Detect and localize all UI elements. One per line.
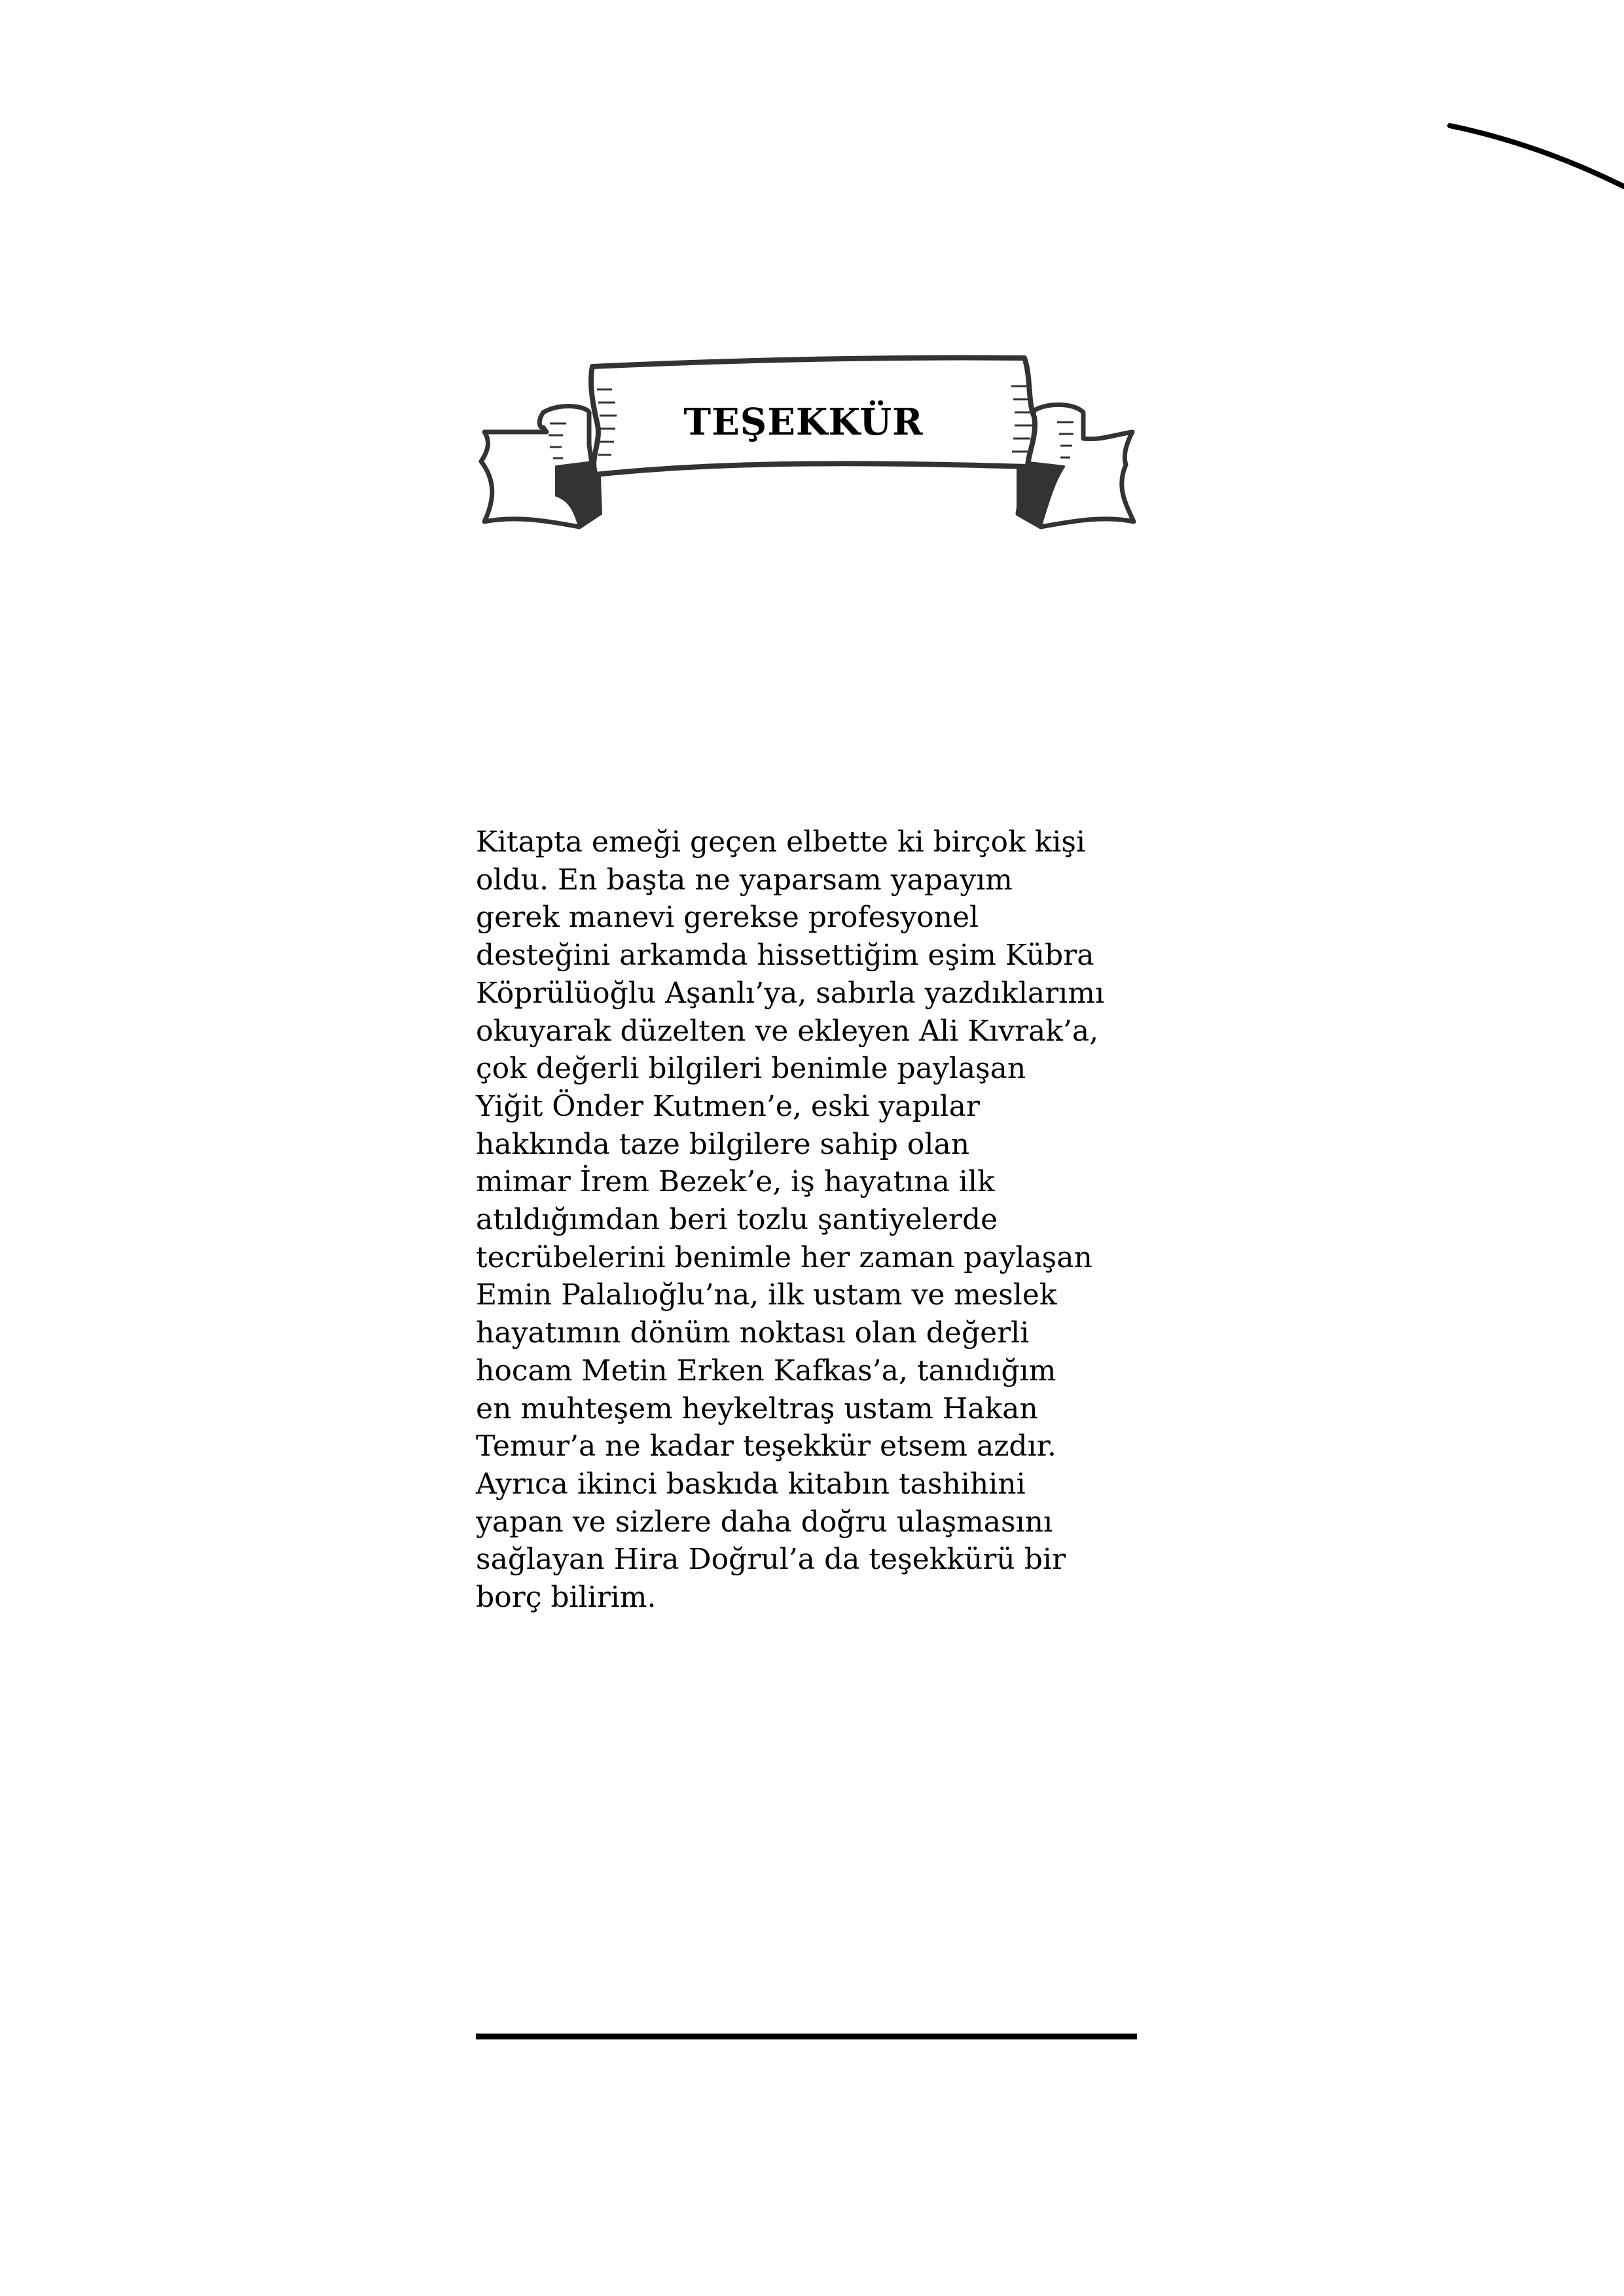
acknowledgement-text: Kitapta emeği geçen elbette ki birçok kişi oldu. En başta ne yaparsam yapayım gerek manevi gerekse profesyonel desteğini arkamda hissettiğim eşim Kübra Köprülüoğlu Aşanlı’ya, sabırla yazdıklarımı okuyarak düzelten ve ekleyen Ali Kıvrak’a, çok değerli bilgileri benimle paylaşan Yiğit Önder Kutmen’e, eski yapılar hakkında taze bilgilere sahip olan mimar İrem Bezek’e, iş hayatına ilk atıldığımdan beri tozlu şantiyelerde tecrübelerini benimle her zaman paylaşan Emin Palalıoğlu’na, ilk ustam ve meslek hayatımın dönüm noktası olan değerli hocam Metin Erken Kafkas’a, tanıdığım en muhteşem heykeltraş ustam Hakan Temur’a ne kadar teşekkür etsem azdır. Ayrıca ikinci baskıda kitabın tashihini yapan ve sizlere daha doğru ulaşmasını sağlayan Hira Doğrul’a da teşekkürü bir borç bilirim. bbox=[476, 825, 1105, 1615]
bottom-divider bbox=[476, 2034, 1137, 2039]
corner-arc-icon bbox=[1440, 111, 1624, 203]
title-banner bbox=[471, 350, 1146, 533]
page-title: TEŞEKKÜR bbox=[683, 401, 924, 444]
